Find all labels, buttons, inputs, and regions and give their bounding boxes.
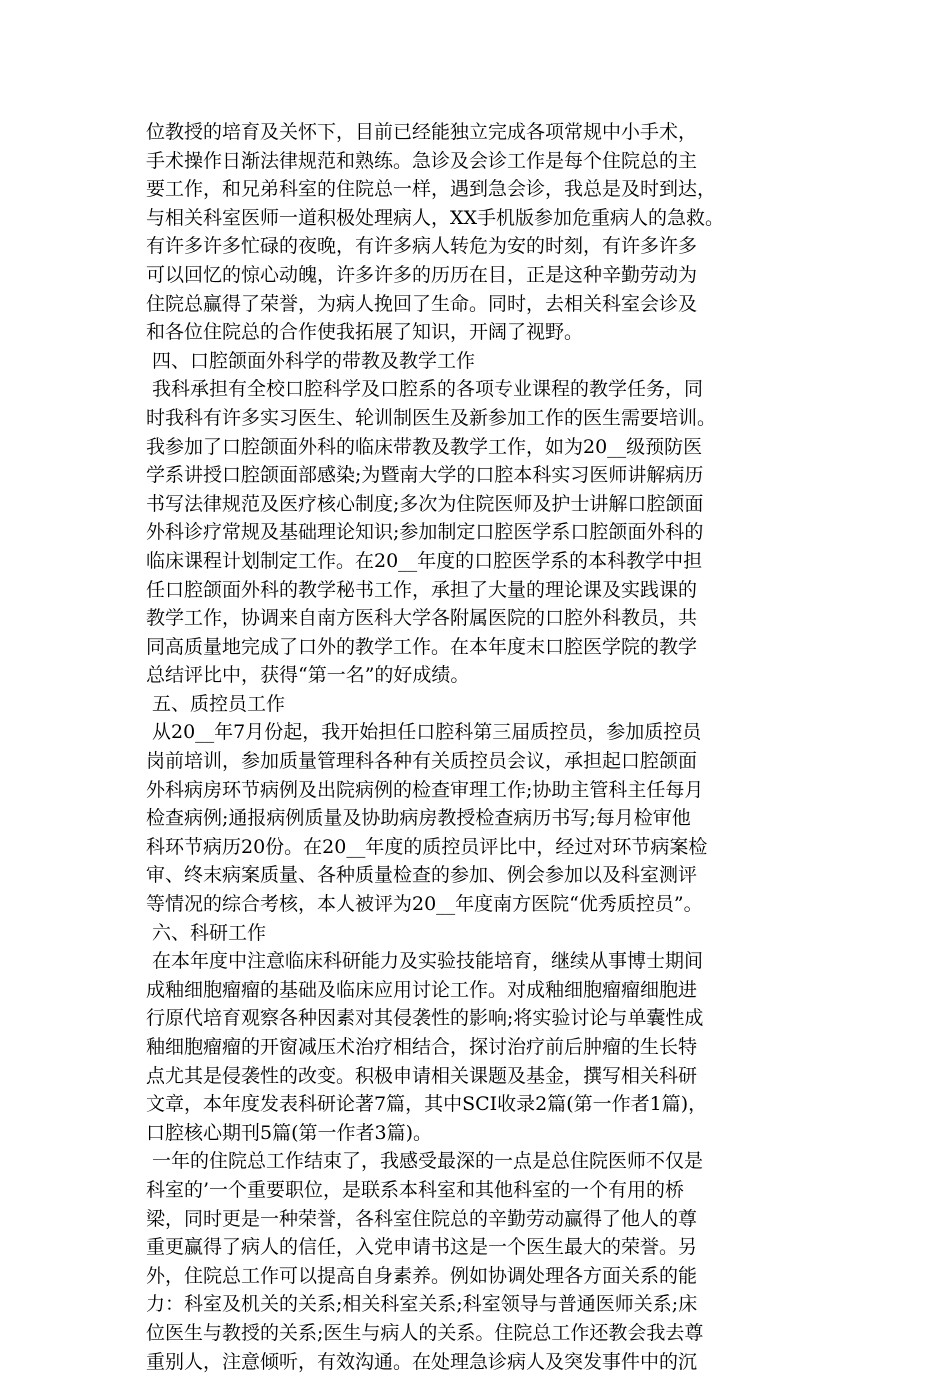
text-line: 梁，同时更是一种荣誉，各科室住院总的辛勤劳动赢得了他人的尊	[146, 1207, 698, 1230]
text-line: 和各位住院总的合作使我拓展了知识，开阔了视野。	[146, 321, 584, 344]
text-line: 岗前培训，参加质量管理科各种有关质控员会议，承担起口腔颌面	[146, 750, 698, 773]
text-line: 力：科室及机关的关系;相关科室关系;科室领导与普通医师关系;床	[146, 1293, 698, 1316]
text-line: 等情况的综合考核，本人被评为20__年度南方医院“优秀质控员”。	[146, 893, 703, 916]
text-line: 五、质控员工作	[152, 692, 286, 715]
text-line: 釉细胞瘤瘤的开窗减压术治疗相结合，探讨治疗前后肿瘤的生长特	[146, 1036, 698, 1058]
text-line: 点尤其是侵袭性的改变。积极申请相关课题及基金，撰写相关科研	[146, 1064, 698, 1087]
text-line: 要工作，和兄弟科室的住院总一样，遇到急会诊，我总是及时到达，	[146, 178, 717, 201]
text-line: 行原代培育观察各种因素对其侵袭性的影响;将实验讨论与单囊性成	[146, 1007, 704, 1030]
text-line: 四、口腔颌面外科学的带教及教学工作	[152, 349, 476, 372]
text-line: 口腔核心期刊5篇(第一作者3篇)。	[146, 1121, 433, 1144]
text-line: 科环节病历20份。在20__年度的质控员评比中，经过对环节病案检	[146, 835, 708, 858]
text-line: 成釉细胞瘤瘤的基础及临床应用讨论工作。对成釉细胞瘤瘤细胞进	[146, 978, 698, 1001]
text-line: 我参加了口腔颌面外科的临床带教及教学工作，如为20__级预防医	[146, 435, 703, 458]
text-line: 任口腔颌面外科的教学秘书工作，承担了大量的理论课及实践课的	[146, 578, 698, 601]
text-line: 六、科研工作	[152, 921, 267, 944]
text-line: 时我科有许多实习医生、轮训制医生及新参加工作的医生需要培训。	[146, 406, 717, 429]
text-line: 外科诊疗常规及基础理论知识;参加制定口腔医学系口腔颌面外科的	[146, 521, 704, 544]
text-line: 重更赢得了病人的信任，入党申请书这是一个医生最大的荣誉。另	[146, 1236, 698, 1259]
text-line: 重别人，注意倾听，有效沟通。在处理急诊病人及突发事件中的沉	[146, 1350, 698, 1373]
text-line: 与相关科室医师一道积极处理病人，XX手机版参加危重病人的急救。	[146, 206, 725, 229]
text-line: 检查病例;通报病例质量及协助病房教授检查病历书写;每月检审他	[146, 807, 691, 830]
text-line: 书写法律规范及医疗核心制度;多次为住院医师及护士讲解口腔颌面	[146, 492, 704, 515]
text-line: 文章，本年度发表科研论著7篇，其中SCI收录2篇(第一作者1篇)，	[146, 1093, 708, 1116]
text-line: 有许多许多忙碌的夜晚，有许多病人转危为安的时刻，有许多许多	[146, 235, 698, 258]
text-line: 同高质量地完成了口外的教学工作。在本年度末口腔医学院的教学	[146, 635, 698, 658]
text-line: 从20__年7月份起，我开始担任口腔科第三届质控员，参加质控员	[152, 721, 702, 744]
text-line: 临床课程计划制定工作。在20__年度的口腔医学系的本科教学中担	[146, 549, 703, 572]
text-line: 我科承担有全校口腔科学及口腔系的各项专业课程的教学任务，同	[152, 378, 704, 401]
text-line: 总结评比中，获得“第一名”的好成绩。	[146, 664, 470, 687]
text-line: 教学工作，协调来自南方医科大学各附属医院的口腔外科教员，共	[146, 607, 698, 630]
text-line: 在本年度中注意临床科研能力及实验技能培育，继续从事博士期间	[152, 950, 704, 973]
text-line: 住院总赢得了荣誉，为病人挽回了生命。同时，去相关科室会诊及	[146, 292, 698, 315]
text-line: 科室的’一个重要职位，是联系本科室和其他科室的一个有用的桥	[146, 1178, 685, 1201]
text-line: 手术操作日渐法律规范和熟练。急诊及会诊工作是每个住院总的主	[146, 149, 698, 172]
text-line: 外科病房环节病例及出院病例的检查审理工作;协助主管科主任每月	[146, 778, 704, 801]
text-line: 一年的住院总工作结束了，我感受最深的一点是总住院医师不仅是	[152, 1150, 704, 1173]
text-line: 学系讲授口腔颌面部感染;为暨南大学的口腔本科实习医师讲解病历	[146, 464, 704, 487]
text-line: 可以回忆的惊心动魄，许多许多的历历在目，正是这种辛勤劳动为	[146, 263, 698, 286]
document-body	[146, 118, 812, 1376]
text-line: 位医生与教授的关系;医生与病人的关系。住院总工作还教会我去尊	[146, 1321, 704, 1344]
text-line: 审、终末病案质量、各种质量检查的参加、例会参加以及科室测评	[146, 864, 698, 887]
text-line: 外，住院总工作可以提高自身素养。例如协调处理各方面关系的能	[146, 1264, 698, 1287]
text-line: 位教授的培育及关怀下，目前已经能独立完成各项常规中小手术，	[146, 121, 698, 143]
